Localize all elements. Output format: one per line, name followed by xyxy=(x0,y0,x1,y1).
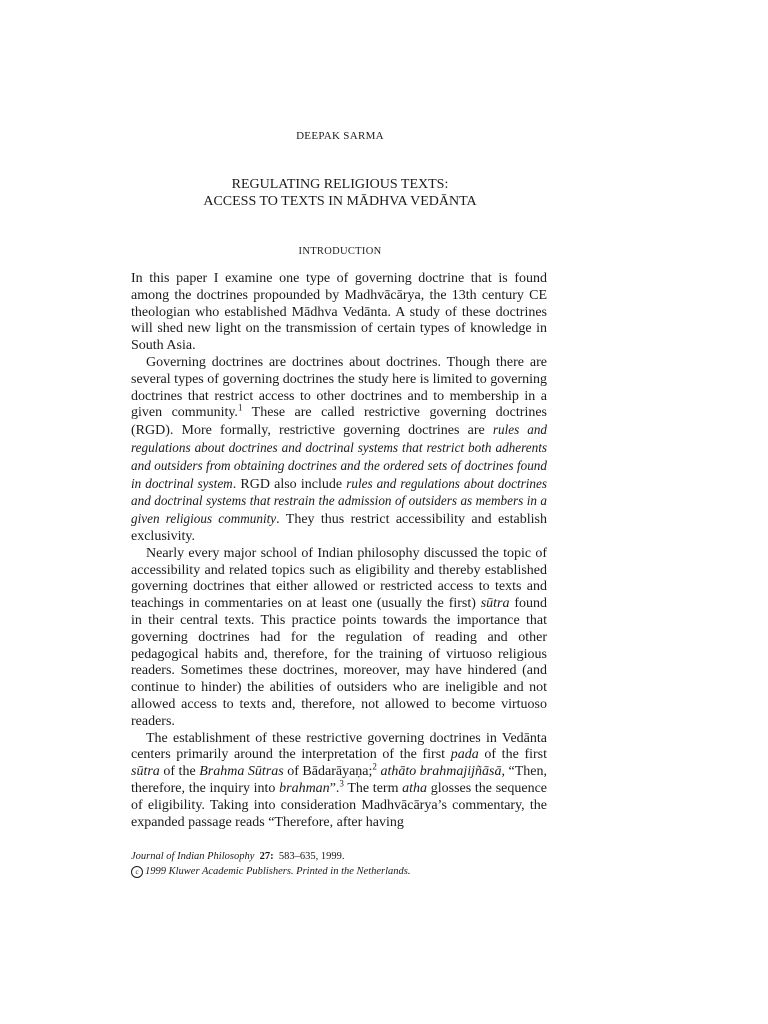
paragraph-4-text-b: of the first xyxy=(478,747,547,763)
paragraph-2-text-a: Governing doctrines are doctrines about doctrines. Though there are several types of governing doctrines the study here is limited to governing doctrines that restrict access to other doctrines and to membership in a given community. xyxy=(131,354,547,421)
paragraph-4-text-h: The term xyxy=(343,780,403,796)
paragraph-4-text-d: of Bādarāyaṇa; xyxy=(283,764,373,780)
paragraph-2 xyxy=(131,355,547,546)
title-line-2: ACCESS TO TEXTS IN MĀDHVA VEDĀNTA xyxy=(203,194,477,209)
footnote-marker-3: 3 xyxy=(339,778,344,789)
paragraph-3-text-b: found in their central texts. This practice points towards the importance that governing doctrines had for the regulation of reading and other pedagogical habits and, therefore, for the training of virtuoso religious readers. Sometimes these doctrines, moreover, may have hindered (and continue to hinder) the abilities of outsiders who are ineligible and not allowed access to texts and, therefore, not allowed to become virtuoso readers. xyxy=(131,596,547,729)
journal-pages-year: 583–635, 1999. xyxy=(278,851,345,862)
title-line-1: REGULATING RELIGIOUS TEXTS: xyxy=(231,177,449,192)
paragraph-4-text-g: ”. xyxy=(329,780,340,796)
copyright-line xyxy=(131,864,551,879)
term-pada: pada xyxy=(450,747,479,763)
term-sutra: sūtra xyxy=(480,596,510,612)
paragraph-4-text-a: The establishment of these restrictive governing doctrines in Vedānta centers primarily around the interpretation of the first xyxy=(131,730,547,763)
body-text xyxy=(131,271,547,831)
journal-volume: 27: xyxy=(259,851,274,862)
paper-title xyxy=(0,176,680,210)
paragraph-2-text-d: . They thus restrict accessibility and establish exclusivity. xyxy=(131,512,547,544)
paragraph-4-text-f: , “Then, therefore, the inquiry into xyxy=(131,764,548,796)
term-brahma-sutras: Brahma Sūtras xyxy=(199,764,284,780)
paragraph-4-text-i: glosses the sequence of eligibility. Taking into consideration Madhvācārya’s commentary, the expanded passage reads “Therefore, after having xyxy=(131,780,548,830)
definition-rgd-2: rules and regulations about doctrines and doctrinal systems that restrain the admission of outsiders as members in a given religious community xyxy=(131,475,547,527)
journal-citation xyxy=(131,849,551,864)
term-atha: atha xyxy=(402,780,428,796)
copyright-text: 1999 Kluwer Academic Publishers. Printed in the Netherlands. xyxy=(145,866,411,877)
paragraph-1: In this paper I examine one type of governing doctrine that is found among the doctrines propounded by Madhvācārya, the 13th century CE theologian who established Mādhva Vedānta. A study of these doctrines will shed new light on the transmission of certain types of knowledge in South Asia. xyxy=(131,271,547,354)
journal-name: Journal of Indian Philosophy xyxy=(131,851,255,862)
footnote-marker-2: 2 xyxy=(372,761,377,772)
term-brahman: brahman xyxy=(279,780,330,796)
paragraph-2-text-b: These are called restrictive governing doctrines (RGD). More formally, restrictive governing doctrines are xyxy=(131,405,547,439)
paragraph-3 xyxy=(131,546,547,731)
section-heading: INTRODUCTION xyxy=(298,246,382,257)
paragraph-4 xyxy=(131,731,547,832)
paragraph-4-text-c: of the xyxy=(159,764,200,780)
paragraph-3-text-a: Nearly every major school of Indian philosophy discussed the topic of accessibility and related topics such as eligibility and thereby established governing doctrines that either allowed or restricted access to texts and teachings in commentaries on at least one (usually the first) xyxy=(131,545,547,612)
term-sutra-2: sūtra xyxy=(131,764,160,780)
footnote-marker-1: 1 xyxy=(237,402,243,413)
paragraph-2-text-c: . RGD also include xyxy=(232,476,347,492)
copyright-icon: c xyxy=(131,866,143,878)
sanskrit-quote: athāto brahmajijñāsā xyxy=(380,764,502,780)
page-footer xyxy=(131,849,551,879)
author-name: DEEPAK SARMA xyxy=(296,130,384,142)
definition-rgd-1: rules and regulations about doctrines and doctrinal systems that restrict both adherents and outsiders from obtaining doctrines and the ordered sets of doctrines found in doctrinal system xyxy=(131,422,548,491)
